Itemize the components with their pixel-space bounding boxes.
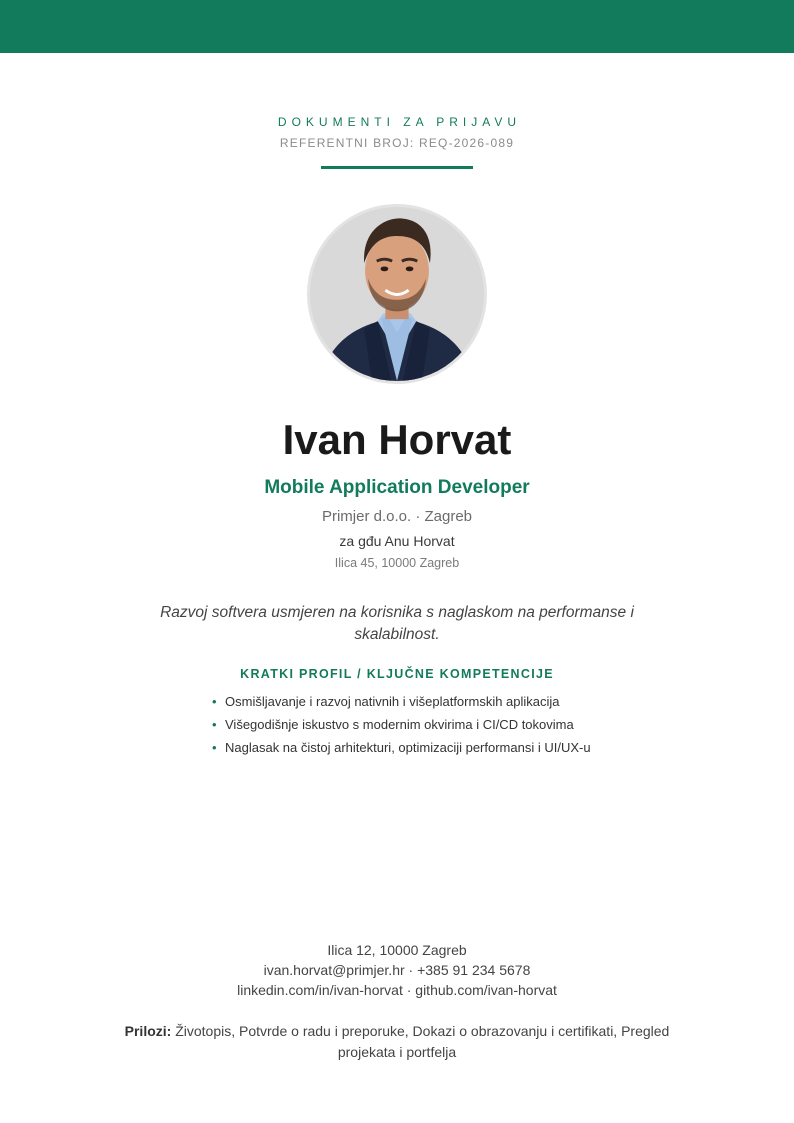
recipient-name: za gđu Anu Horvat bbox=[339, 533, 455, 549]
reference-number: REFERENTNI BROJ: REQ-2026-089 bbox=[279, 136, 515, 150]
applicant-name: Ivan Horvat bbox=[282, 416, 512, 463]
competences-list bbox=[212, 690, 591, 759]
profile-photo bbox=[307, 204, 487, 384]
portrait-photo-icon bbox=[310, 207, 484, 381]
contact-block bbox=[0, 940, 794, 1000]
contact-links: linkedin.com/in/ivan-horvat · github.com/ivan-horvat bbox=[237, 982, 557, 998]
contact-email-phone: ivan.horvat@primjer.hr · +385 91 234 5678 bbox=[263, 962, 531, 978]
contact-address: Ilica 12, 10000 Zagreb bbox=[327, 942, 467, 958]
job-title: Mobile Application Developer bbox=[264, 477, 530, 498]
attachments-label: Prilozi: bbox=[124, 1023, 172, 1039]
list-item: • Višegodišnje iskustvo s modernim okvirima i CI/CD tokovima bbox=[212, 713, 591, 736]
bullet-icon: • bbox=[212, 717, 217, 732]
company-line: Primjer d.o.o. · Zagreb bbox=[321, 508, 473, 525]
recipient-address: Ilica 45, 10000 Zagreb bbox=[334, 556, 460, 570]
attachments bbox=[95, 1021, 699, 1063]
bullet-icon: • bbox=[212, 694, 217, 709]
header-bar bbox=[0, 0, 794, 53]
competences-heading: KRATKI PROFIL / KLJUČNE KOMPETENCIJE bbox=[240, 667, 554, 681]
bullet-icon: • bbox=[212, 740, 217, 755]
document-label: DOKUMENTI ZA PRIJAVU bbox=[277, 115, 522, 129]
list-item: • Osmišljavanje i razvoj nativnih i višeplatformskih aplikacija bbox=[212, 690, 591, 713]
accent-divider bbox=[321, 166, 473, 169]
tagline: Razvoj softvera usmjeren na korisnika s naglaskom na performanse i skalabilnost. bbox=[160, 604, 634, 643]
list-item: • Naglasak na čistoj arhitekturi, optimizaciji performansi i UI/UX-u bbox=[212, 736, 591, 759]
attachments-text: Životopis, Potvrde o radu i preporuke, Dokazi o obrazovanju i certifikati, Pregled projekata i portfelja bbox=[175, 1023, 670, 1060]
